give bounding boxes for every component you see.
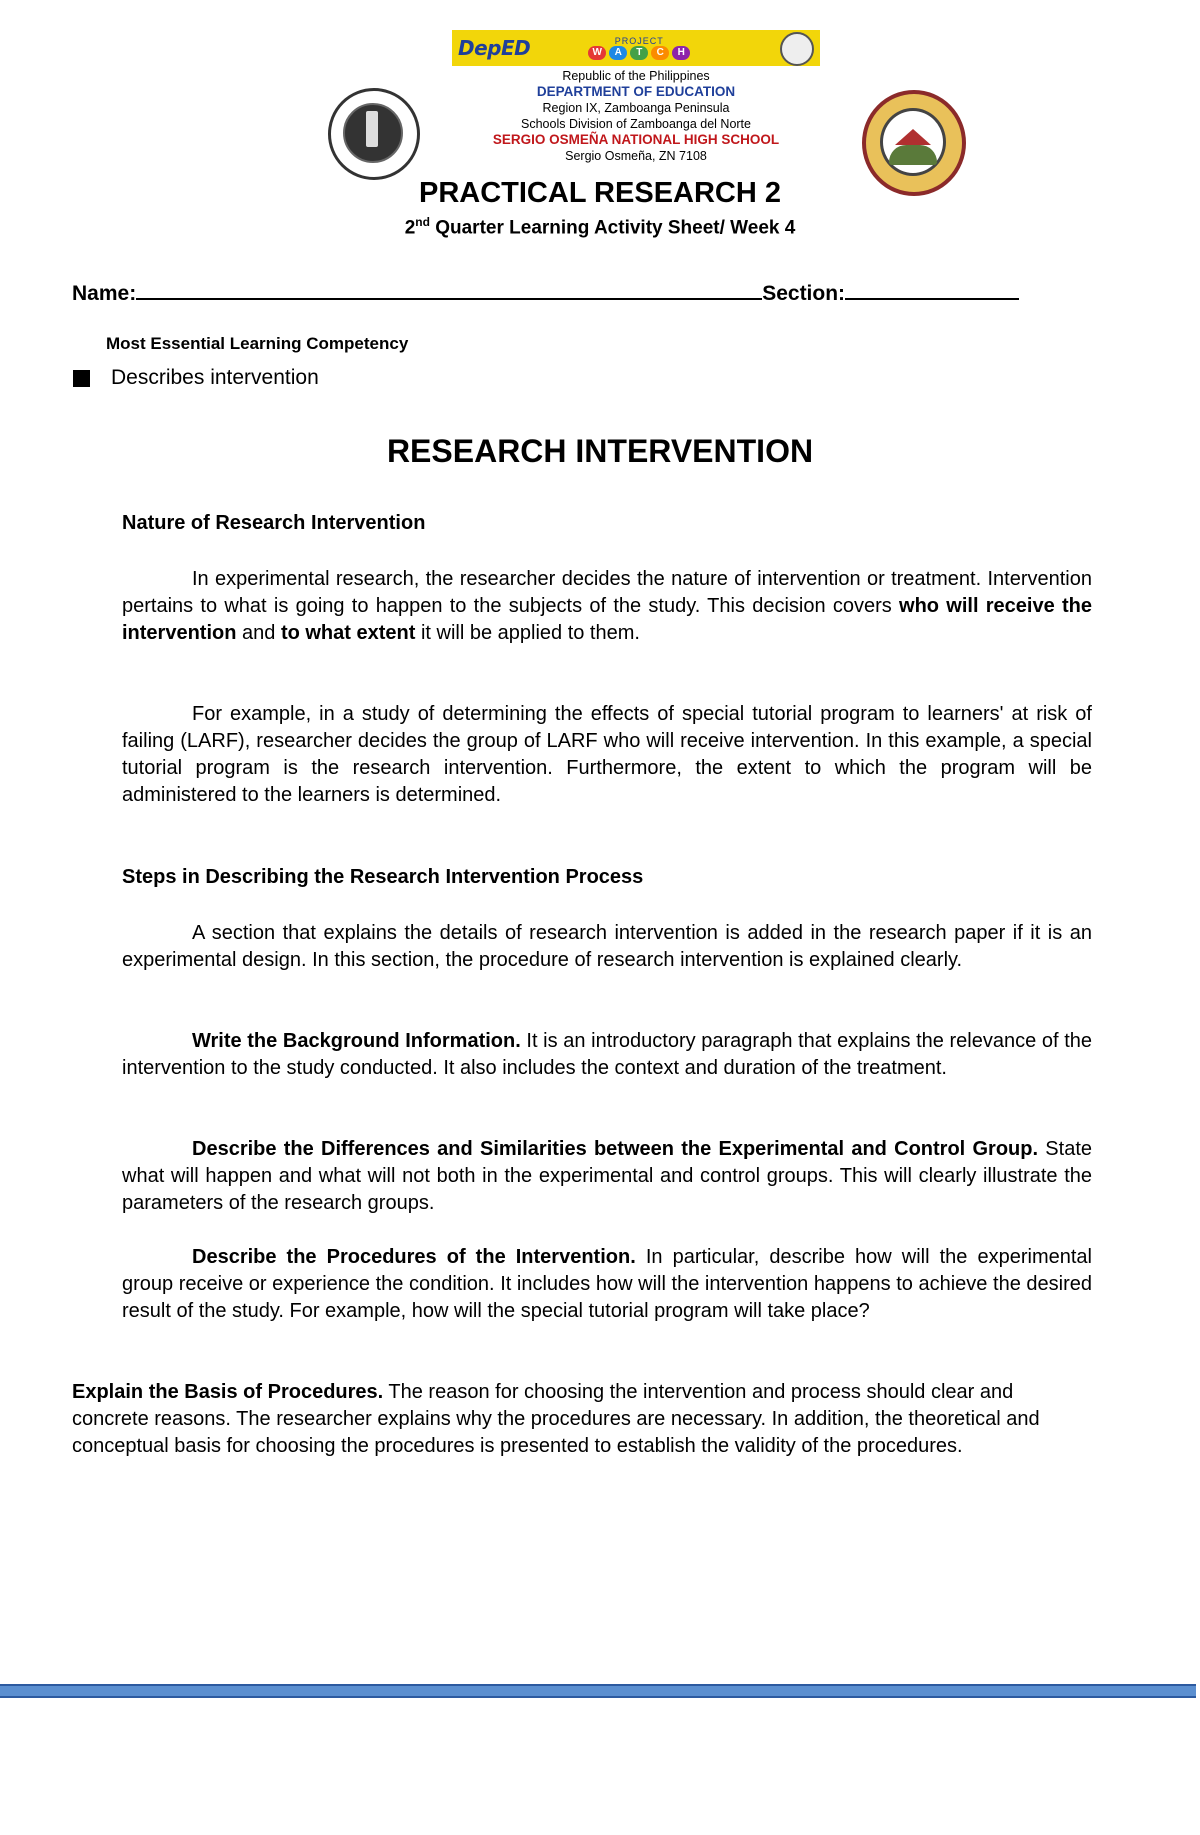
- p4-bold: Write the Background Information.: [192, 1030, 521, 1052]
- p6-bold: Describe the Procedures of the Intervention.: [192, 1246, 636, 1268]
- deped-seal-logo: [328, 88, 420, 180]
- project-label: PROJECT: [614, 36, 664, 46]
- name-section-line: [72, 280, 1019, 306]
- subtitle-ordinal: 2: [404, 217, 416, 239]
- header-logo-strip: [452, 30, 820, 66]
- p1-a: In experimental research, the researcher decides the nature of intervention or treatment. Intervention pertains to what is going to happen to the subjects of the study. This decision covers: [122, 568, 1092, 617]
- p1-bold-who: who will receive the intervention: [122, 595, 1092, 644]
- building-roof-icon: [895, 129, 931, 145]
- school-seal-inner: [880, 108, 946, 176]
- page-subtitle: [0, 215, 1200, 239]
- deped-logo: DepED: [458, 36, 531, 60]
- address-line: Sergio Osmeña, ZN 7108: [565, 149, 707, 163]
- p5-bold: Describe the Differences and Similarities between the Experimental and Control Group.: [192, 1138, 1039, 1160]
- competency-item: [73, 366, 319, 390]
- square-bullet-icon: [73, 370, 90, 387]
- republic-line: Republic of the Philippines: [562, 69, 710, 83]
- region-line: Region IX, Zamboanga Peninsula: [542, 101, 730, 115]
- name-label: Name:: [72, 282, 137, 305]
- watch-letter: A: [609, 46, 627, 60]
- paragraph-section-intro: A section that explains the details of research intervention is added in the research paper if it is an experimental design. In this section, the procedure of research intervention is explained clearly.: [122, 922, 1092, 971]
- watch-letters: [588, 46, 690, 60]
- division-line: Schools Division of Zamboanga del Norte: [521, 117, 751, 131]
- p6-text: In particular, describe how will the experimental group receive or experience the condition. It includes how will the intervention happens to achieve the desired result of the study. For example, how will the special tutorial program will take place?: [122, 1246, 1092, 1322]
- p1-d: it will be applied to them.: [415, 622, 640, 644]
- torch-icon: [366, 111, 378, 147]
- mini-seal-icon: [780, 32, 814, 66]
- name-field[interactable]: [136, 280, 762, 300]
- section-field[interactable]: [845, 280, 1019, 300]
- subtitle-ordinal-suffix: nd: [415, 215, 430, 229]
- project-watch-logo: [588, 36, 690, 60]
- p7-text: The reason for choosing the intervention and process should clear and concrete reasons. The researcher explains why the procedures are necessary. In addition, the theoretical and conceptual basis for choosing the procedures is presented to establish the validity of the procedures.: [72, 1381, 1040, 1457]
- p5-text: State what will happen and what will not both in the experimental and control groups. This will clearly illustrate the parameters of the research groups.: [122, 1138, 1092, 1214]
- page-title: PRACTICAL RESEARCH 2: [418, 177, 781, 209]
- hill-icon: [889, 145, 937, 165]
- competency-item-text: Describes intervention: [111, 366, 319, 389]
- main-title: RESEARCH INTERVENTION: [386, 433, 814, 469]
- department-line: DEPARTMENT OF EDUCATION: [536, 84, 736, 99]
- watch-letter: C: [651, 46, 669, 60]
- paragraph-nature: [122, 566, 1092, 647]
- section-label: Section:: [762, 282, 846, 305]
- paragraph-example: For example, in a study of determining the effects of special tutorial program to learners' at risk of failing (LARF), researcher decides the group of LARF who will receive intervention. In this example, a special tutorial program is the research intervention. Furthermore, the extent to which the program will be administered to the learners is determined.: [122, 703, 1092, 806]
- paragraph-basis: [72, 1379, 1092, 1460]
- paragraph-differences: [122, 1136, 1092, 1217]
- competency-heading: Most Essential Learning Competency: [106, 334, 409, 353]
- agency-block: [452, 68, 820, 164]
- watch-letter: W: [588, 46, 606, 60]
- p7-bold: Explain the Basis of Procedures.: [72, 1381, 384, 1403]
- watch-letter: T: [630, 46, 648, 60]
- p1-bold-extent: to what extent: [280, 622, 416, 644]
- watch-letter: H: [672, 46, 690, 60]
- p1-c: and: [236, 622, 281, 644]
- paragraph-procedures: [122, 1244, 1092, 1325]
- paragraph-background: [122, 1028, 1092, 1082]
- subtitle-rest: Quarter Learning Activity Sheet/ Week 4: [429, 217, 796, 239]
- nature-heading: Nature of Research Intervention: [122, 512, 426, 534]
- steps-heading: Steps in Describing the Research Intervention Process: [122, 866, 644, 888]
- school-line: SERGIO OSMEÑA NATIONAL HIGH SCHOOL: [492, 132, 780, 147]
- footer-rule: [0, 1684, 1196, 1698]
- p4-text: It is an introductory paragraph that explains the relevance of the intervention to the study conducted. It also includes the context and duration of the treatment.: [122, 1030, 1092, 1079]
